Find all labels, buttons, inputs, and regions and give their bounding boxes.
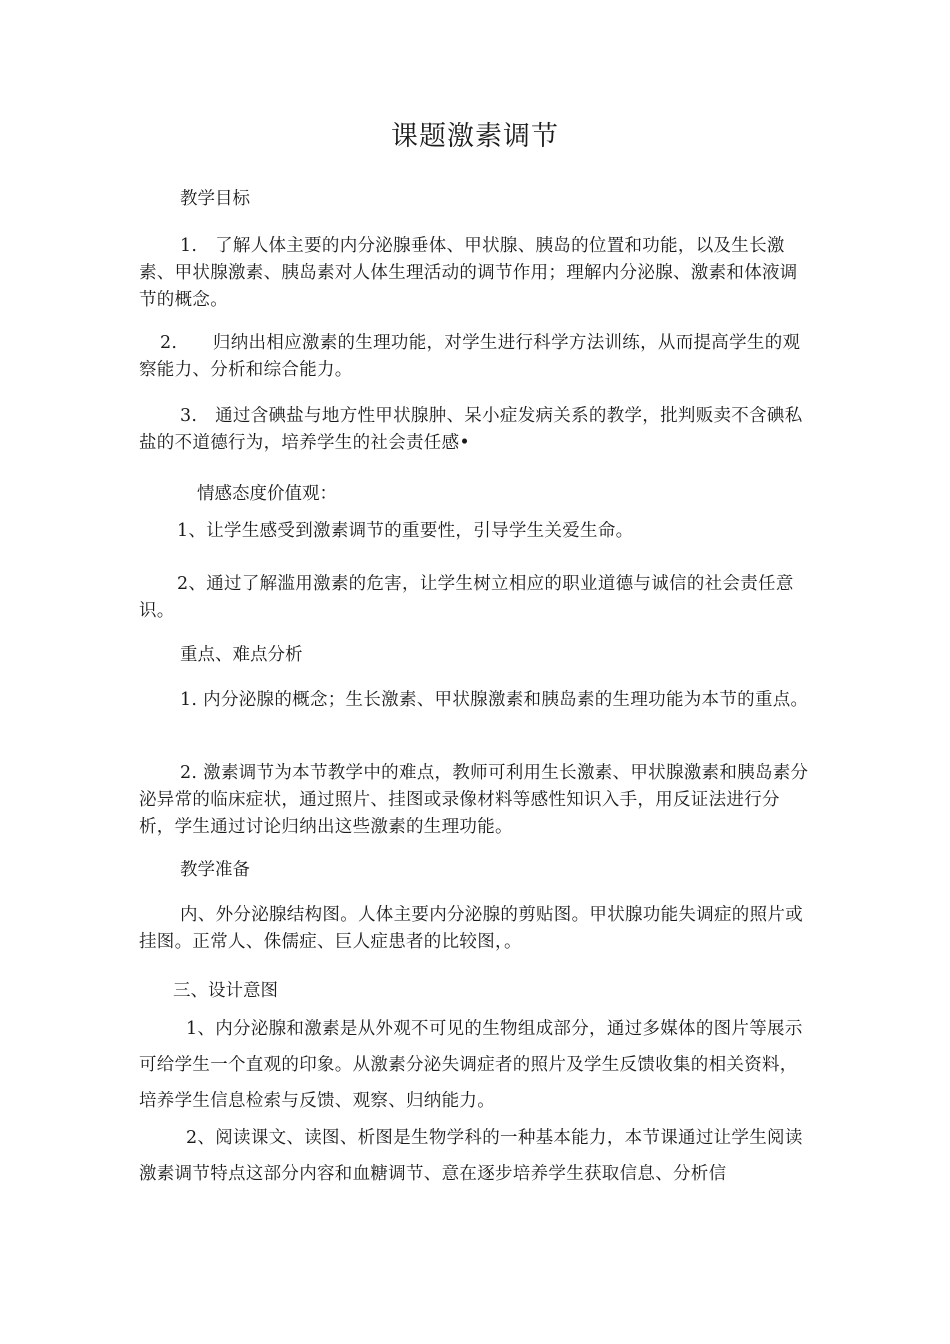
attitude-item-2: 2、通过了解滥用激素的危害，让学生树立相应的职业道德与诚信的社会责任意识。 [139, 574, 794, 621]
heading-teaching-objectives: 教学目标 [180, 189, 250, 209]
objective-item-3: 3. 通过含碘盐与地方性甲状腺肿、呆小症发病关系的教学，批判贩卖不含碘私盐的不道德行为，培养学生的社会责任感• [139, 406, 803, 453]
key-point-item-1: 1. 内分泌腺的概念；生长激素、甲状腺激素和胰岛素的生理功能为本节的重点。 [180, 690, 809, 710]
heading-teaching-preparation: 教学准备 [180, 860, 250, 880]
key-point-item-2: 2. 激素调节为本节教学中的难点，教师可利用生长激素、甲状腺激素和胰岛素分泌异常的临床症状，通过照片、挂图或录像材料等感性知识入手，用反证法进行分析，学生通过讨论归纳出这些激素的生理功能。 [139, 763, 809, 837]
heading-key-difficult-points: 重点、难点分析 [180, 645, 303, 665]
objective-item-2: 2. 归纳出相应激素的生理功能，对学生进行科学方法训练，从而提高学生的观察能力、分析和综合能力。 [139, 333, 801, 380]
design-item-1: 1、内分泌腺和激素是从外观不可见的生物组成部分，通过多媒体的图片等展示可给学生一个直观的印象。从激素分泌失调症者的照片及学生反馈收集的相关资料，培养学生信息检索与反馈、观察、归纳能力。 [139, 1019, 803, 1111]
page-title: 课题激素调节 [391, 121, 559, 152]
attitude-item-1: 1、让学生感受到激素调节的重要性，引导学生关爱生命。 [177, 521, 634, 541]
objective-item-1: 1. 了解人体主要的内分泌腺垂体、甲状腺、胰岛的位置和功能，以及生长激素、甲状腺激素、胰岛素对人体生理活动的调节作用；理解内分泌腺、激素和体液调节的概念。 [139, 236, 798, 310]
heading-attitude-values: 情感态度价值观： [197, 484, 337, 504]
design-item-2: 2、阅读课文、读图、析图是生物学科的一种基本能力，本节课通过让学生阅读激素调节特点这部分内容和血糖调节、意在逐步培养学生获取信息、分析信 [139, 1128, 803, 1184]
preparation-paragraph: 内、外分泌腺结构图。人体主要内分泌腺的剪贴图。甲状腺功能失调症的照片或挂图。正常人、侏儒症、巨人症患者的比较图，。 [139, 905, 803, 952]
heading-design-intent: 三、设计意图 [173, 981, 278, 1001]
